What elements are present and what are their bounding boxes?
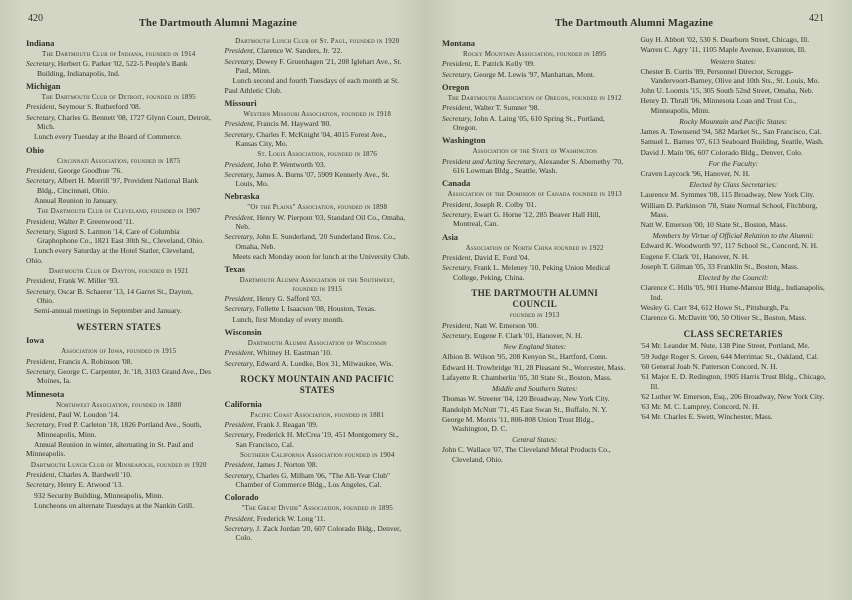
officer-role-label: President, bbox=[26, 276, 57, 286]
officer-entry bbox=[225, 232, 411, 251]
member-entry: John U. Loomis '15, 305 South 52nd Street, Omaha, Neb. bbox=[640, 86, 814, 96]
group-subheading: Western States: bbox=[710, 56, 757, 66]
officer-details: George Goodhue '76. bbox=[56, 165, 123, 175]
organization-title: "Of the Plains" Association, founded in 1898 bbox=[247, 203, 388, 212]
officer-entry bbox=[225, 524, 411, 543]
officer-details: Follette I. Isaacson '08, Houston, Texas. bbox=[254, 304, 376, 314]
officer-role-label: Secretary, bbox=[224, 470, 255, 480]
organization-title: Southern California Association founded in 1904 bbox=[239, 450, 395, 459]
officer-details: Walter T. Sumner '98. bbox=[472, 103, 540, 113]
officer-entry bbox=[225, 514, 411, 523]
member-entry: William D. Parkinson '78, State Normal School, Fitchburg, Mass. bbox=[640, 200, 818, 219]
officer-role-label: President, bbox=[26, 356, 57, 366]
member-entry: Natt W. Emerson '00, 10 State St., Boston, Mass. bbox=[640, 220, 788, 230]
officer-entry bbox=[225, 359, 411, 368]
officer-role-label: President, bbox=[26, 410, 57, 420]
member-entry: Eugene F. Clark '01, Hanover, N. H. bbox=[640, 251, 750, 261]
group-subheading: For the Faculty: bbox=[708, 158, 759, 168]
officer-details: J. Zack Jordan '20, 607 Colorado Bldg., Denver, Colo. bbox=[235, 523, 402, 543]
officer-details: John P. Wentworth '03. bbox=[254, 159, 326, 169]
state-heading: Indiana bbox=[26, 38, 55, 48]
officer-details: Henry E. Atwood '13. bbox=[55, 480, 124, 490]
page-number: 421 bbox=[809, 13, 824, 24]
text-column-2 bbox=[225, 35, 411, 543]
state-heading: Wisconsin bbox=[224, 326, 262, 337]
officer-role-label: President, bbox=[224, 159, 255, 169]
officer-role-label: President, bbox=[442, 103, 473, 113]
officer-details: Joseph R. Colby '01. bbox=[472, 199, 537, 209]
organization-title: Dartmouth Club of Dayton, founded in 1921 bbox=[48, 267, 189, 276]
officer-role-label: President, bbox=[224, 513, 255, 523]
state-heading: Texas bbox=[224, 264, 245, 275]
officer-role-label: Secretary, bbox=[442, 113, 472, 123]
officer-details: Charles A. Bardwell '10. bbox=[56, 469, 132, 479]
officer-entry bbox=[225, 471, 411, 490]
organization-title: Association of the State of Washington bbox=[472, 147, 597, 156]
officer-entry bbox=[225, 460, 411, 469]
group-subheading: Central States: bbox=[512, 435, 558, 445]
officer-role-label: Secretary, bbox=[26, 176, 56, 186]
officer-details: Alexander S. Abernethy '70, 616 Lowman Bldg., Seattle, Wash. bbox=[453, 156, 624, 175]
officer-role-label: Secretary, bbox=[224, 56, 255, 66]
officer-entry bbox=[225, 430, 411, 449]
officer-role-label: Secretary, bbox=[26, 367, 56, 377]
officer-details: Natt W. Emerson '00. bbox=[472, 320, 539, 330]
organization-title: Association of Iowa, founded in 1915 bbox=[61, 347, 177, 356]
organization-title: St. Louis Association, founded in 1876 bbox=[257, 150, 378, 159]
state-heading: Colorado bbox=[224, 492, 259, 503]
officer-entry bbox=[26, 287, 212, 306]
organization-title: founded in 1913 bbox=[509, 311, 560, 320]
officer-entry bbox=[26, 176, 212, 195]
officer-role-label: President, bbox=[26, 165, 57, 175]
officer-entry bbox=[26, 420, 212, 439]
officer-entry bbox=[442, 321, 628, 330]
member-entry: '62 Luther W. Emerson, Esq., 206 Broadway, New York City. bbox=[640, 391, 825, 401]
organization-title: Rocky Mountain Association, founded in 1895 bbox=[462, 50, 607, 58]
club-note: Lunch every Saturday at the Hotel Statler, Cleveland, Ohio. bbox=[26, 246, 195, 265]
officer-entry bbox=[225, 420, 411, 429]
group-subheading: Members by Virtue of Official Relation to the Alumni: bbox=[652, 231, 814, 241]
organization-title: Dartmouth Lunch Club of Minneapolis, founded in 1920 bbox=[30, 460, 207, 469]
officer-role-label: President, bbox=[26, 469, 57, 479]
organization-title: Pacific Coast Association, founded in 1881 bbox=[250, 410, 385, 419]
state-heading: Nebraska bbox=[224, 191, 260, 202]
organization-title: Northwest Association, founded in 1880 bbox=[56, 400, 182, 409]
officer-role-label: President, bbox=[224, 46, 255, 56]
officer-details: John E. Sunderland, '20 Sunderland Bros. Co., Omaha, Neb. bbox=[235, 232, 396, 251]
officer-details: Francis M. Hayward '80. bbox=[254, 119, 332, 129]
officer-entry bbox=[442, 59, 628, 68]
member-entry: Edward H. Trowbridge '81, 28 Pleasant St., Worcester, Mass. bbox=[442, 362, 626, 372]
officer-details: Henry G. Safford '03. bbox=[254, 294, 322, 304]
club-note: Annual Reunion in January. bbox=[34, 195, 118, 205]
officer-details: Seymour S. Rutherford '08. bbox=[56, 102, 141, 112]
page-number: 420 bbox=[28, 13, 43, 24]
organization-title: The Dartmouth Association of Oregon, founded in 1912 bbox=[447, 93, 622, 102]
officer-details: E. Patrick Kelly '09. bbox=[472, 59, 535, 69]
group-subheading: Middle and Southern States: bbox=[491, 384, 578, 394]
member-entry: John C. Wallace '07, The Cleveland Metal Products Co., Cleveland, Ohio. bbox=[442, 445, 611, 464]
officer-details: Paul W. Loudon '14. bbox=[56, 410, 120, 420]
officer-role-label: President, bbox=[224, 119, 255, 129]
page-421 bbox=[426, 0, 852, 600]
officer-role-label: President and Acting Secretary, bbox=[442, 156, 537, 166]
state-heading: Oregon bbox=[442, 81, 470, 92]
organization-title: The Dartmouth Club of Indiana, founded in 1914 bbox=[41, 50, 196, 58]
officer-role-label: Secretary, bbox=[442, 263, 472, 273]
officer-details: Whitney H. Eastman '10. bbox=[254, 348, 332, 358]
officer-entry bbox=[26, 227, 212, 246]
state-heading: Asia bbox=[442, 231, 459, 242]
page-header-right bbox=[442, 13, 826, 31]
state-heading: Iowa bbox=[26, 335, 44, 346]
officer-entry bbox=[442, 103, 628, 112]
officer-entry bbox=[442, 253, 628, 262]
officer-role-label: President, bbox=[442, 199, 473, 209]
state-heading: Canada bbox=[442, 178, 471, 189]
officer-details: Fred P. Carleton '18, 1826 Portland Ave., South, Minneapolis, Minn. bbox=[37, 420, 202, 439]
club-note: Semi-annual meetings in September and January. bbox=[34, 306, 182, 316]
member-entry: Warren C. Agry '11, 1105 Maple Avenue, Evanston, Ill. bbox=[640, 45, 807, 55]
organization-title: Western Missouri Association, founded in 1918 bbox=[243, 109, 392, 118]
officer-role-label: Secretary, bbox=[442, 209, 472, 219]
member-entry: Guy H. Abbott '02, 530 S. Dearborn Street, Chicago, Ill. bbox=[640, 35, 810, 44]
officer-role-label: President, bbox=[26, 216, 57, 226]
officer-role-label: President, bbox=[224, 212, 255, 222]
officer-entry bbox=[442, 157, 628, 176]
officer-details: James A. Burns '07, 5909 Kennerly Ave., St. Louis, Mo. bbox=[235, 169, 390, 189]
officer-details: Oscar B. Schaerer '13, 14 Garret St., Dayton, Ohio. bbox=[37, 286, 193, 305]
officer-entry bbox=[26, 410, 212, 419]
magazine-title: The Dartmouth Alumni Magazine bbox=[138, 18, 298, 29]
officer-details: Frederick H. McCrea '19, 451 Montgomery St., San Francisco, Cal. bbox=[235, 430, 399, 449]
member-entry: Chester B. Curtis '89, Personnel Director, Scruggs-Vandervoort-Barney, Olive and 10th Sts., St. Louis, Mo. bbox=[640, 66, 820, 85]
officer-role-label: Secretary, bbox=[26, 420, 56, 430]
officer-entry bbox=[225, 213, 411, 232]
officer-entry bbox=[26, 59, 212, 78]
officer-entry bbox=[26, 102, 212, 111]
officer-entry bbox=[442, 70, 628, 79]
member-entry: Laurence M. Symmes '08, 115 Broadway, New York City. bbox=[640, 190, 815, 200]
officer-entry bbox=[225, 130, 411, 149]
column-container bbox=[442, 35, 826, 465]
officer-details: Charles G. Bennett '08, 1727 Glynn Court, Detroit, Mich. bbox=[37, 112, 212, 131]
group-subheading: Rocky Mountain and Pacific States: bbox=[679, 117, 788, 127]
member-entry: Thomas W. Streeter '04, 120 Broadway, New York City. bbox=[442, 394, 610, 404]
officer-details: Sigurd S. Larmon '14, Care of Columbia Graphophone Co., 1821 East 30th St., Cleveland, Ohio. bbox=[37, 226, 204, 246]
officer-details: Charles G. Milham '06, "The All-Year Club" Chamber of Commerce Bldg., Los Angeles, Cal. bbox=[235, 470, 391, 489]
member-entry: '61 Major E. D. Redington, 1905 Harris Trust Bldg., Chicago, Ill. bbox=[640, 372, 826, 391]
officer-entry bbox=[26, 357, 212, 366]
officer-entry bbox=[225, 57, 411, 76]
member-entry: Clarence G. McDavitt '00, 50 Oliver St., Boston, Mass. bbox=[640, 313, 807, 323]
member-entry: Joseph T. Gilman '05, 33 Franklin St., Boston, Mass. bbox=[640, 262, 799, 272]
officer-details: Walter P. Greenwood '11. bbox=[56, 216, 135, 226]
officer-entry bbox=[26, 166, 212, 175]
officer-details: Frank W. Miller '93. bbox=[56, 276, 119, 286]
officer-details: Albert H. Morrill '97, Provident National Bank Bldg., Cincinnati, Ohio. bbox=[37, 176, 199, 195]
member-entry: James A. Townsend '94, 582 Market St., San Francisco, Cal. bbox=[640, 127, 822, 137]
officer-entry bbox=[26, 113, 212, 132]
club-note: Lunch every Tuesday at the Board of Commerce. bbox=[34, 132, 182, 142]
state-heading: Montana bbox=[442, 38, 476, 48]
column-container bbox=[26, 35, 410, 543]
officer-details: David E. Ford '04. bbox=[472, 252, 530, 262]
officer-role-label: Secretary, bbox=[442, 69, 472, 79]
officer-role-label: Secretary, bbox=[224, 430, 255, 440]
officer-role-label: Secretary, bbox=[224, 129, 255, 139]
officer-role-label: President, bbox=[442, 252, 473, 262]
state-heading: Ohio bbox=[26, 144, 44, 155]
group-subheading: Elected by Class Secretaries: bbox=[689, 180, 778, 190]
member-entry: '54 Mr. Leander M. Nute, 138 Pine Street, Portland, Me. bbox=[640, 341, 810, 351]
member-entry: Edward K. Woodworth '97, 117 School St., Concord, N. H. bbox=[640, 241, 818, 251]
section-heading: THE DARTMOUTH ALUMNI COUNCIL bbox=[471, 287, 599, 309]
state-heading: Missouri bbox=[224, 97, 257, 108]
officer-role-label: President, bbox=[26, 102, 57, 112]
member-entry: David J. Main '06, 607 Colorado Bldg., Denver, Colo. bbox=[640, 147, 803, 157]
officer-role-label: President, bbox=[224, 294, 255, 304]
member-entry: George M. Morris '11, 806-808 Union Trust Bldg., Washington, D. C. bbox=[442, 414, 594, 434]
officer-role-label: Secretary, bbox=[224, 523, 255, 533]
officer-role-label: Secretary, bbox=[26, 480, 56, 490]
member-entry: Clarence C. Hills '05, 901 Hume-Mansur Bldg., Indianapolis, Ind. bbox=[640, 283, 825, 302]
member-entry: '60 General Joab N. Patterson Concord, N. H. bbox=[640, 361, 778, 371]
organization-title: "The Great Divide" Association, founded in 1895 bbox=[241, 504, 394, 513]
officer-entry bbox=[442, 331, 628, 340]
officer-entry bbox=[26, 217, 212, 226]
officer-entry bbox=[225, 46, 411, 55]
member-entry: '59 Judge Roger S. Green, 644 Merrimac St., Oakland, Cal. bbox=[640, 351, 819, 361]
officer-details: Ewart G. Horne '12, 285 Beaver Hall Hill, Montreal, Can. bbox=[453, 209, 601, 229]
organization-title: The Dartmouth Club of Detroit, founded in 1895 bbox=[41, 92, 196, 101]
officer-details: Charles F. McKnight '04, 4015 Forest Ave., Kansas City, Mo. bbox=[235, 129, 387, 148]
officer-details: Henry W. Pierpont '03, Standard Oil Co., Omaha, Neb. bbox=[235, 212, 406, 232]
member-entry: Randolph McNutt '71, 45 East Swan St., Buffalo, N. Y. bbox=[442, 404, 608, 414]
member-entry: '63 Mr. M. C. Lamprey, Concord, N. H. bbox=[640, 402, 760, 412]
member-entry: Craven Laycock '96, Hanover, N. H. bbox=[640, 168, 751, 178]
member-entry: Albion B. Wilson '95, 208 Kenyon St., Hartford, Conn. bbox=[442, 352, 608, 362]
officer-details: Frederick W. Long '11. bbox=[254, 513, 326, 523]
group-subheading: Elected by the Council: bbox=[697, 273, 769, 283]
club-note: Luncheons on alternate Tuesdays at the Nankin Grill. bbox=[34, 500, 194, 510]
officer-role-label: President, bbox=[224, 348, 255, 358]
officer-entry bbox=[26, 480, 212, 489]
officer-details: Edward A. Luedke, Box 31, Milwaukee, Wis. bbox=[254, 358, 394, 368]
officer-role-label: President, bbox=[224, 460, 255, 470]
officer-role-label: President, bbox=[442, 59, 473, 69]
officer-role-label: Secretary, bbox=[224, 304, 255, 314]
officer-entry bbox=[225, 119, 411, 128]
section-heading: WESTERN STATES bbox=[76, 321, 162, 332]
magazine-title: The Dartmouth Alumni Magazine bbox=[554, 18, 714, 29]
officer-role-label: President, bbox=[442, 320, 473, 330]
state-heading: Minnesota bbox=[26, 388, 65, 399]
officer-entry bbox=[442, 200, 628, 209]
officer-details: Herbert G. Parker '02, 522-5 People's Bank Building, Indianapolis, Ind. bbox=[37, 59, 188, 78]
section-heading: CLASS SECRETARIES bbox=[683, 328, 783, 339]
officer-entry bbox=[225, 294, 411, 303]
officer-entry bbox=[225, 170, 411, 189]
officer-details: John A. Laing '05, 610 Spring St., Portland, Oregon. bbox=[453, 113, 605, 132]
officer-role-label: Secretary, bbox=[26, 286, 56, 296]
organization-title: Cincinnati Association, founded in 1875 bbox=[57, 156, 181, 165]
organization-title: Association of the Dominion of Canada founded in 1913 bbox=[447, 190, 622, 199]
state-heading: Michigan bbox=[26, 80, 61, 91]
club-note: Meets each Monday noon for lunch at the University Club. bbox=[232, 252, 410, 262]
officer-role-label: Secretary, bbox=[26, 112, 56, 122]
state-heading: Washington bbox=[442, 135, 486, 146]
officer-role-label: Secretary, bbox=[224, 169, 255, 179]
officer-entry bbox=[26, 470, 212, 479]
officer-entry bbox=[225, 348, 411, 357]
officer-details: Frank L. Meleney '10, Peking Union Medical College, Peking, China. bbox=[453, 263, 611, 282]
member-entry: Wesley G. Carr '84, 612 Howe St., Pittsburgh, Pa. bbox=[640, 302, 790, 312]
officer-details: Eugene F. Clark '01, Hanover, N. H. bbox=[471, 331, 583, 341]
organization-title: Dartmouth Alumni Association of the Southwest, founded in 1915 bbox=[239, 276, 395, 293]
officer-entry bbox=[225, 304, 411, 313]
officer-entry bbox=[442, 114, 628, 133]
officer-role-label: Secretary, bbox=[26, 59, 56, 69]
organization-title: Association of North China founded in 1922 bbox=[465, 243, 604, 252]
officer-role-label: Secretary, bbox=[224, 358, 255, 368]
group-subheading: New England States: bbox=[503, 342, 567, 352]
officer-role-label: President, bbox=[224, 419, 255, 429]
officer-details: Clarence W. Sanders, Jr. '22. bbox=[254, 46, 343, 56]
officer-role-label: Secretary, bbox=[26, 226, 56, 236]
officer-role-label: Secretary, bbox=[442, 331, 472, 341]
officer-details: James J. Norton '08. bbox=[254, 460, 318, 470]
officer-details: George C. Carpenter, Jr. '18, 3103 Grand Ave., Des Moines, Ia. bbox=[37, 367, 212, 386]
section-heading: ROCKY MOUNTAIN AND PACIFIC STATES bbox=[240, 373, 395, 395]
state-heading: California bbox=[224, 398, 262, 409]
organization-title: Dartmouth Lunch Club of St. Paul, founded in 1920 bbox=[235, 37, 400, 45]
officer-role-label: Secretary, bbox=[224, 232, 255, 242]
club-note: Lunch second and fourth Tuesdays of each month at St. Paul Athletic Club. bbox=[224, 76, 400, 95]
officer-details: Dewey F. Gruenhagen '21, 208 Iglehart Ave., St. Paul, Minn. bbox=[235, 56, 402, 75]
page-header-left bbox=[26, 13, 410, 31]
text-column-1 bbox=[26, 35, 212, 543]
officer-entry bbox=[442, 263, 628, 282]
officer-details: Francis A. Robinson '08. bbox=[56, 356, 133, 366]
member-entry: '64 Mr. Charles E. Swett, Winchester, Mass. bbox=[640, 412, 773, 422]
officer-entry bbox=[442, 210, 628, 229]
member-entry: Henry D. Thrall '06, Minnesota Loan and Trust Co., Minneapolis, Minn. bbox=[640, 96, 797, 115]
officer-entry bbox=[26, 276, 212, 285]
text-column-4 bbox=[641, 35, 827, 465]
officer-entry bbox=[26, 367, 212, 386]
organization-title: The Dartmouth Club of Cleveland, founded in 1907 bbox=[37, 207, 201, 216]
member-entry: Samuel L. Barnes '07, 613 Seaboard Building, Seattle, Wash. bbox=[640, 137, 824, 147]
club-note: 932 Security Building, Minneapolis, Minn. bbox=[34, 490, 164, 500]
club-note: Annual Reunion in winter, alternating in St. Paul and Minneapolis. bbox=[26, 439, 194, 459]
officer-details: George M. Lewis '97, Manhattan, Mont. bbox=[471, 69, 595, 79]
text-column-3 bbox=[442, 35, 628, 465]
officer-details: Frank J. Reagan '09. bbox=[254, 419, 318, 429]
member-entry: Lafayette R. Chamberlin '05, 30 State St., Boston, Mass. bbox=[442, 372, 612, 382]
organization-title: Dartmouth Alumni Association of Wisconsin bbox=[247, 338, 387, 347]
club-note: Lunch, first Monday of every month. bbox=[232, 314, 344, 324]
officer-entry bbox=[225, 160, 411, 169]
